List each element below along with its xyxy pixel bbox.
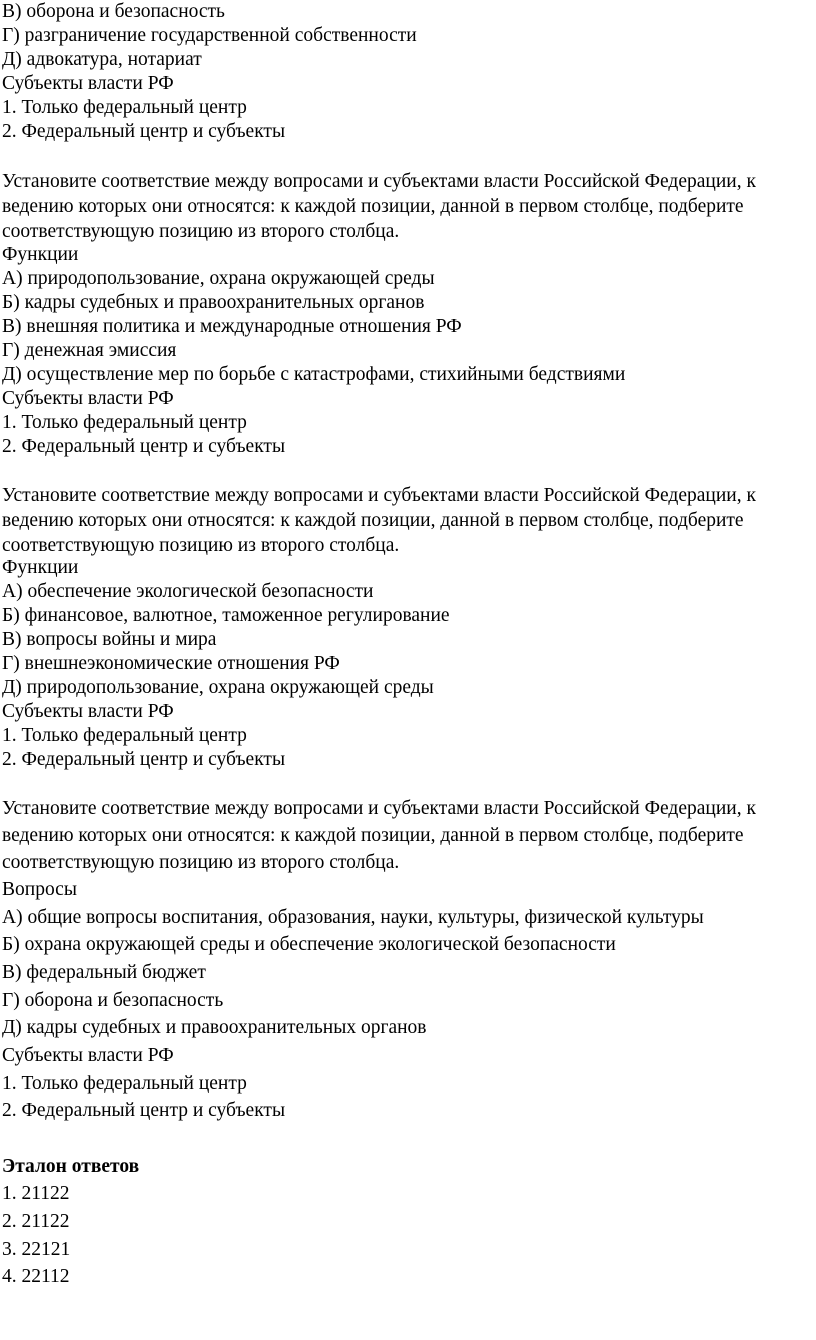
list-item: А) обеспечение экологической безопасности	[2, 581, 374, 602]
list-item: Д) природопользование, охрана окружающей среды	[2, 677, 434, 698]
list-item: А) природопользование, охрана окружающей среды	[2, 268, 435, 289]
list-item: Г) разграничение государственной собственности	[2, 25, 417, 46]
subject-item: 2. Федеральный центр и субъекты	[2, 749, 286, 770]
list-item: В) оборона и безопасность	[2, 1, 225, 22]
list-item: В) внешняя политика и международные отношения РФ	[2, 316, 462, 337]
subject-item: 1. Только федеральный центр	[2, 412, 247, 433]
subject-item: 2. Федеральный центр и субъекты	[2, 436, 286, 457]
task-instruction: соответствующую позицию из второго столбца.	[2, 852, 400, 873]
answer-item: 1. 21122	[2, 1183, 70, 1204]
list-title: Вопросы	[2, 879, 77, 900]
list-item: Д) кадры судебных и правоохранительных органов	[2, 1017, 427, 1038]
list-item: Г) внешнеэкономические отношения РФ	[2, 653, 340, 674]
answer-item: 4. 22112	[2, 1266, 70, 1287]
task-instruction: Установите соответствие между вопросами и субъектами власти Российской Федерации, к	[2, 171, 756, 192]
list-item: А) общие вопросы воспитания, образования, науки, культуры, физической культуры	[2, 907, 704, 928]
task-instruction: соответствующую позицию из второго столбца.	[2, 221, 400, 242]
subject-item: 1. Только федеральный центр	[2, 1073, 247, 1094]
task-instruction: ведению которых они относятся: к каждой позиции, данной в первом столбце, подберите	[2, 825, 744, 846]
list-item: В) федеральный бюджет	[2, 962, 206, 983]
task-instruction: ведению которых они относятся: к каждой позиции, данной в первом столбце, подберите	[2, 196, 744, 217]
subject-item: 1. Только федеральный центр	[2, 97, 247, 118]
subject-item: 2. Федеральный центр и субъекты	[2, 1100, 286, 1121]
subjects-title: Субъекты власти РФ	[2, 73, 174, 94]
list-item: Б) охрана окружающей среды и обеспечение экологической безопасности	[2, 934, 616, 955]
subject-item: 2. Федеральный центр и субъекты	[2, 121, 286, 142]
task-instruction: ведению которых они относятся: к каждой позиции, данной в первом столбце, подберите	[2, 510, 744, 531]
list-item: Г) оборона и безопасность	[2, 990, 224, 1011]
subjects-title: Субъекты власти РФ	[2, 388, 174, 409]
list-item: Д) адвокатура, нотариат	[2, 49, 202, 70]
list-item: В) вопросы войны и мира	[2, 629, 217, 650]
task-instruction: соответствующую позицию из второго столбца.	[2, 535, 400, 556]
list-item: Д) осуществление мер по борьбе с катастрофами, стихийными бедствиями	[2, 364, 626, 385]
task-instruction: Установите соответствие между вопросами и субъектами власти Российской Федерации, к	[2, 485, 756, 506]
list-title: Функции	[2, 244, 79, 265]
answer-item: 2. 21122	[2, 1211, 70, 1232]
subjects-title: Субъекты власти РФ	[2, 1045, 174, 1066]
list-item: Г) денежная эмиссия	[2, 340, 177, 361]
list-item: Б) финансовое, валютное, таможенное регулирование	[2, 605, 450, 626]
list-item: Б) кадры судебных и правоохранительных органов	[2, 292, 425, 313]
answer-item: 3. 22121	[2, 1239, 71, 1260]
answers-title: Эталон ответов	[2, 1156, 140, 1177]
task-instruction: Установите соответствие между вопросами и субъектами власти Российской Федерации, к	[2, 798, 756, 819]
subjects-title: Субъекты власти РФ	[2, 701, 174, 722]
list-title: Функции	[2, 557, 79, 578]
subject-item: 1. Только федеральный центр	[2, 725, 247, 746]
